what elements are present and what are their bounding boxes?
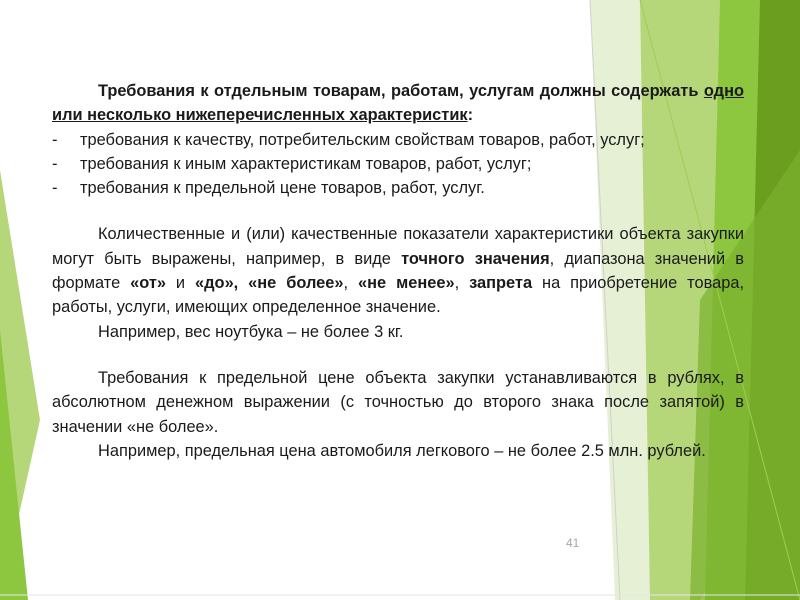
laptop-example: Например, вес ноутбука – не более 3 кг. [98,322,404,341]
bullet-dash: - [52,179,58,198]
requirements-list [52,128,744,201]
slide-content [52,79,744,463]
indicators-paragraph [52,222,744,319]
heading-text: Требования к отдельным товарам, работам, услугам должны содержать [98,82,704,100]
text-run: , [454,274,470,293]
text-run: и [166,274,196,293]
list-item [52,176,744,200]
list-item-text: требования к предельной цене товаров, работ, услуг. [80,179,485,198]
text-run: Количественные и (или) качественные показатели характеристики объекта закупки могут быть выражены, например, в виде [52,225,744,268]
car-example: Например, предельная цена автомобиля легкового – не более 2.5 млн. рублей. [98,441,706,460]
bold-run: запрета [469,274,533,293]
list-item-text: требования к иным характеристикам товаров, работ, услуг; [80,154,532,173]
spacer [52,344,744,366]
requirements-heading [52,79,744,128]
list-item-text: требования к качеству, потребительским свойствам товаров, работ, услуг; [80,130,645,149]
bold-run: «от» [130,274,166,293]
text-run: , [343,274,359,293]
spacer [52,200,744,222]
bold-run: «до», «не более» [195,274,344,293]
text-run: , диапазона значений в формате [52,249,744,293]
bold-run: точного значения [401,249,550,268]
bullet-dash: - [52,154,58,173]
heading-colon: : [467,106,474,125]
list-item [52,128,744,152]
page-number: 41 [566,536,580,550]
price-paragraph: Требования к предельной цене объекта закупки устанавливаются в рублях, в абсолютном денежном выражении (с точностью до второго знака после запятой) в значении «не более». [52,368,744,436]
bullet-dash: - [52,130,58,149]
bold-run: «не менее» [358,274,455,293]
list-item [52,152,744,176]
text-run: на приобретение товара, работы, услуги, имеющих определенное значение. [52,274,745,317]
heading-underlined-text: одно или несколько нижеперечисленных характеристик [52,82,744,125]
